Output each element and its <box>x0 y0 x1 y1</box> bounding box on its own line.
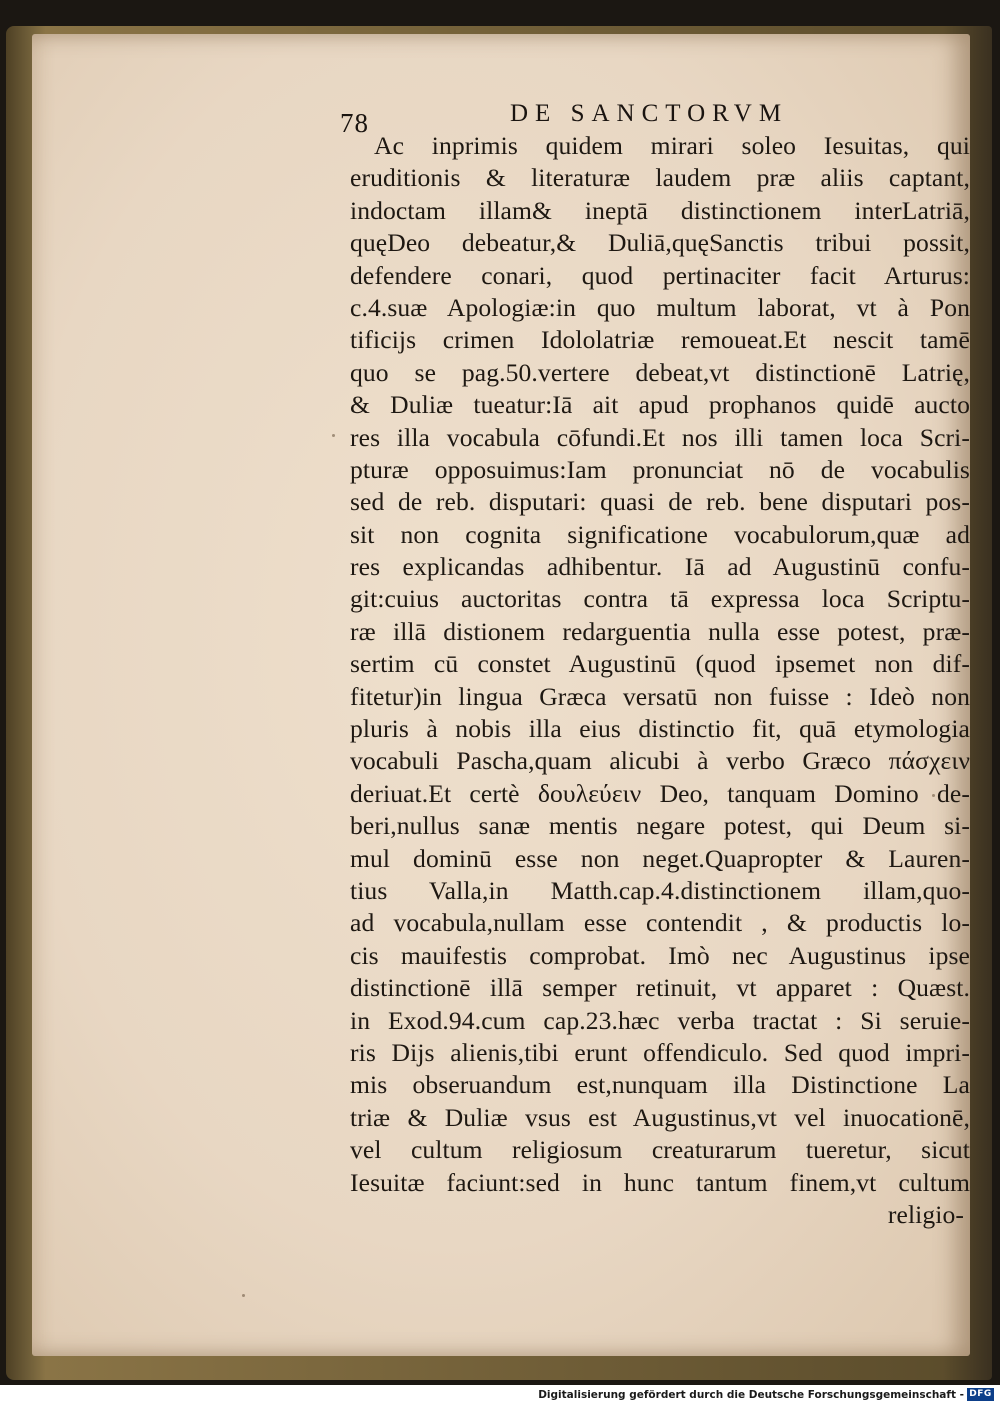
running-head: DE SANCTORVM <box>510 100 789 127</box>
dfg-logo: DFG <box>967 1388 994 1401</box>
text-line: tius Valla,in Matth.cap.4.distinctionem illam,quo- <box>350 875 970 905</box>
text-line: beri,nullus sanæ mentis negare potest, qui Deum si- <box>350 811 970 841</box>
text-line: res explicandas adhibentur. Iā ad Augustinū confu- <box>350 552 970 582</box>
text-line: pturæ opposuimus:Iam pronunciat nō de vocabulis <box>350 454 970 484</box>
text-line: mis obseruandum est,nunquam illa Distinctione La <box>350 1070 970 1100</box>
text-line: & Duliæ tueatur:Iā ait apud prophanos quidē aucto <box>350 390 970 420</box>
paper-speck <box>242 1294 245 1297</box>
text-line: git:cuius auctoritas contra tā expressa loca Scriptu- <box>350 584 970 614</box>
text-line: eruditionis & literaturæ laudem præ aliis captant, <box>350 163 970 193</box>
text-line: indoctam illam& ineptā distinctionem interLatriā, <box>350 195 970 225</box>
text-line: Ac inprimis quidem mirari soleo Iesuitas, qui <box>374 131 970 160</box>
digitization-credit: Digitalisierung gefördert durch die Deutsche Forschungsgemeinschaft - <box>538 1389 964 1401</box>
text-line: pluris à nobis illa eius distinctio fit, quā etymologia <box>350 714 970 744</box>
text-line: sit non cognita significatione vocabulorum,quæ ad <box>350 519 970 549</box>
text-line: Iesuitæ faciunt:sed in hunc tantum finem,vt cultum <box>350 1167 970 1197</box>
body-text <box>350 130 970 1231</box>
text-line: mul dominū esse non neget.Quapropter & Lauren- <box>350 843 970 873</box>
text-line: fitetur)in lingua Græca versatū non fuisse : Ideò non <box>350 681 970 711</box>
text-line: ræ illā distionem redarguentia nulla esse potest, præ- <box>350 616 970 646</box>
text-line: triæ & Duliæ vsus est Augustinus,vt vel inuocationē, <box>350 1102 970 1132</box>
text-line: sertim cū constet Augustinū (quod ipsemet non dif- <box>350 649 970 679</box>
text-line: distinctionē illā semper retinuit, vt apparet : Quæst. <box>350 973 970 1003</box>
text-line: religio- <box>887 1199 964 1229</box>
text-line: ris Dijs alienis,tibi erunt offendiculo. Sed quod impri- <box>350 1037 970 1067</box>
text-line: quo se pag.50.vertere debeat,vt distinctionē Latrię, <box>350 357 970 387</box>
text-line: in Exod.94.cum cap.23.hæc verba tractat : Si seruie- <box>350 1005 970 1035</box>
text-line: tificijs crimen Idololatriæ remoueat.Et nescit tamē <box>350 325 970 355</box>
page-number: 78 <box>340 108 369 138</box>
text-line: vocabuli Pascha,quam alicubi à verbo Græco πάσχειν <box>350 746 970 776</box>
text-line: quęDeo debeatur,& Duliā,quęSanctis tribui possit, <box>350 228 970 258</box>
text-line: ad vocabula,nullam esse contendit , & productis lo- <box>350 908 970 938</box>
text-line: deriuat.Et certè δουλεύειν Deo, tanquam Domino de- <box>350 778 970 808</box>
text-line: cis mauifestis comprobat. Imò nec Augustinus ipse <box>350 940 970 970</box>
text-line: sed de reb. disputari: quasi de reb. bene disputari pos- <box>350 487 970 517</box>
text-line: res illa vocabula cōfundi.Et nos illi tamen loca Scri- <box>350 422 970 452</box>
paper-speck <box>332 434 335 437</box>
text-line: vel cultum religiosum creaturarum tueretur, sicut <box>350 1135 970 1165</box>
text-line: defendere conari, quod pertinaciter facit Arturus: <box>350 260 970 290</box>
text-line: c.4.suæ Apologiæ:in quo multum laborat, vt à Pon <box>350 292 970 322</box>
